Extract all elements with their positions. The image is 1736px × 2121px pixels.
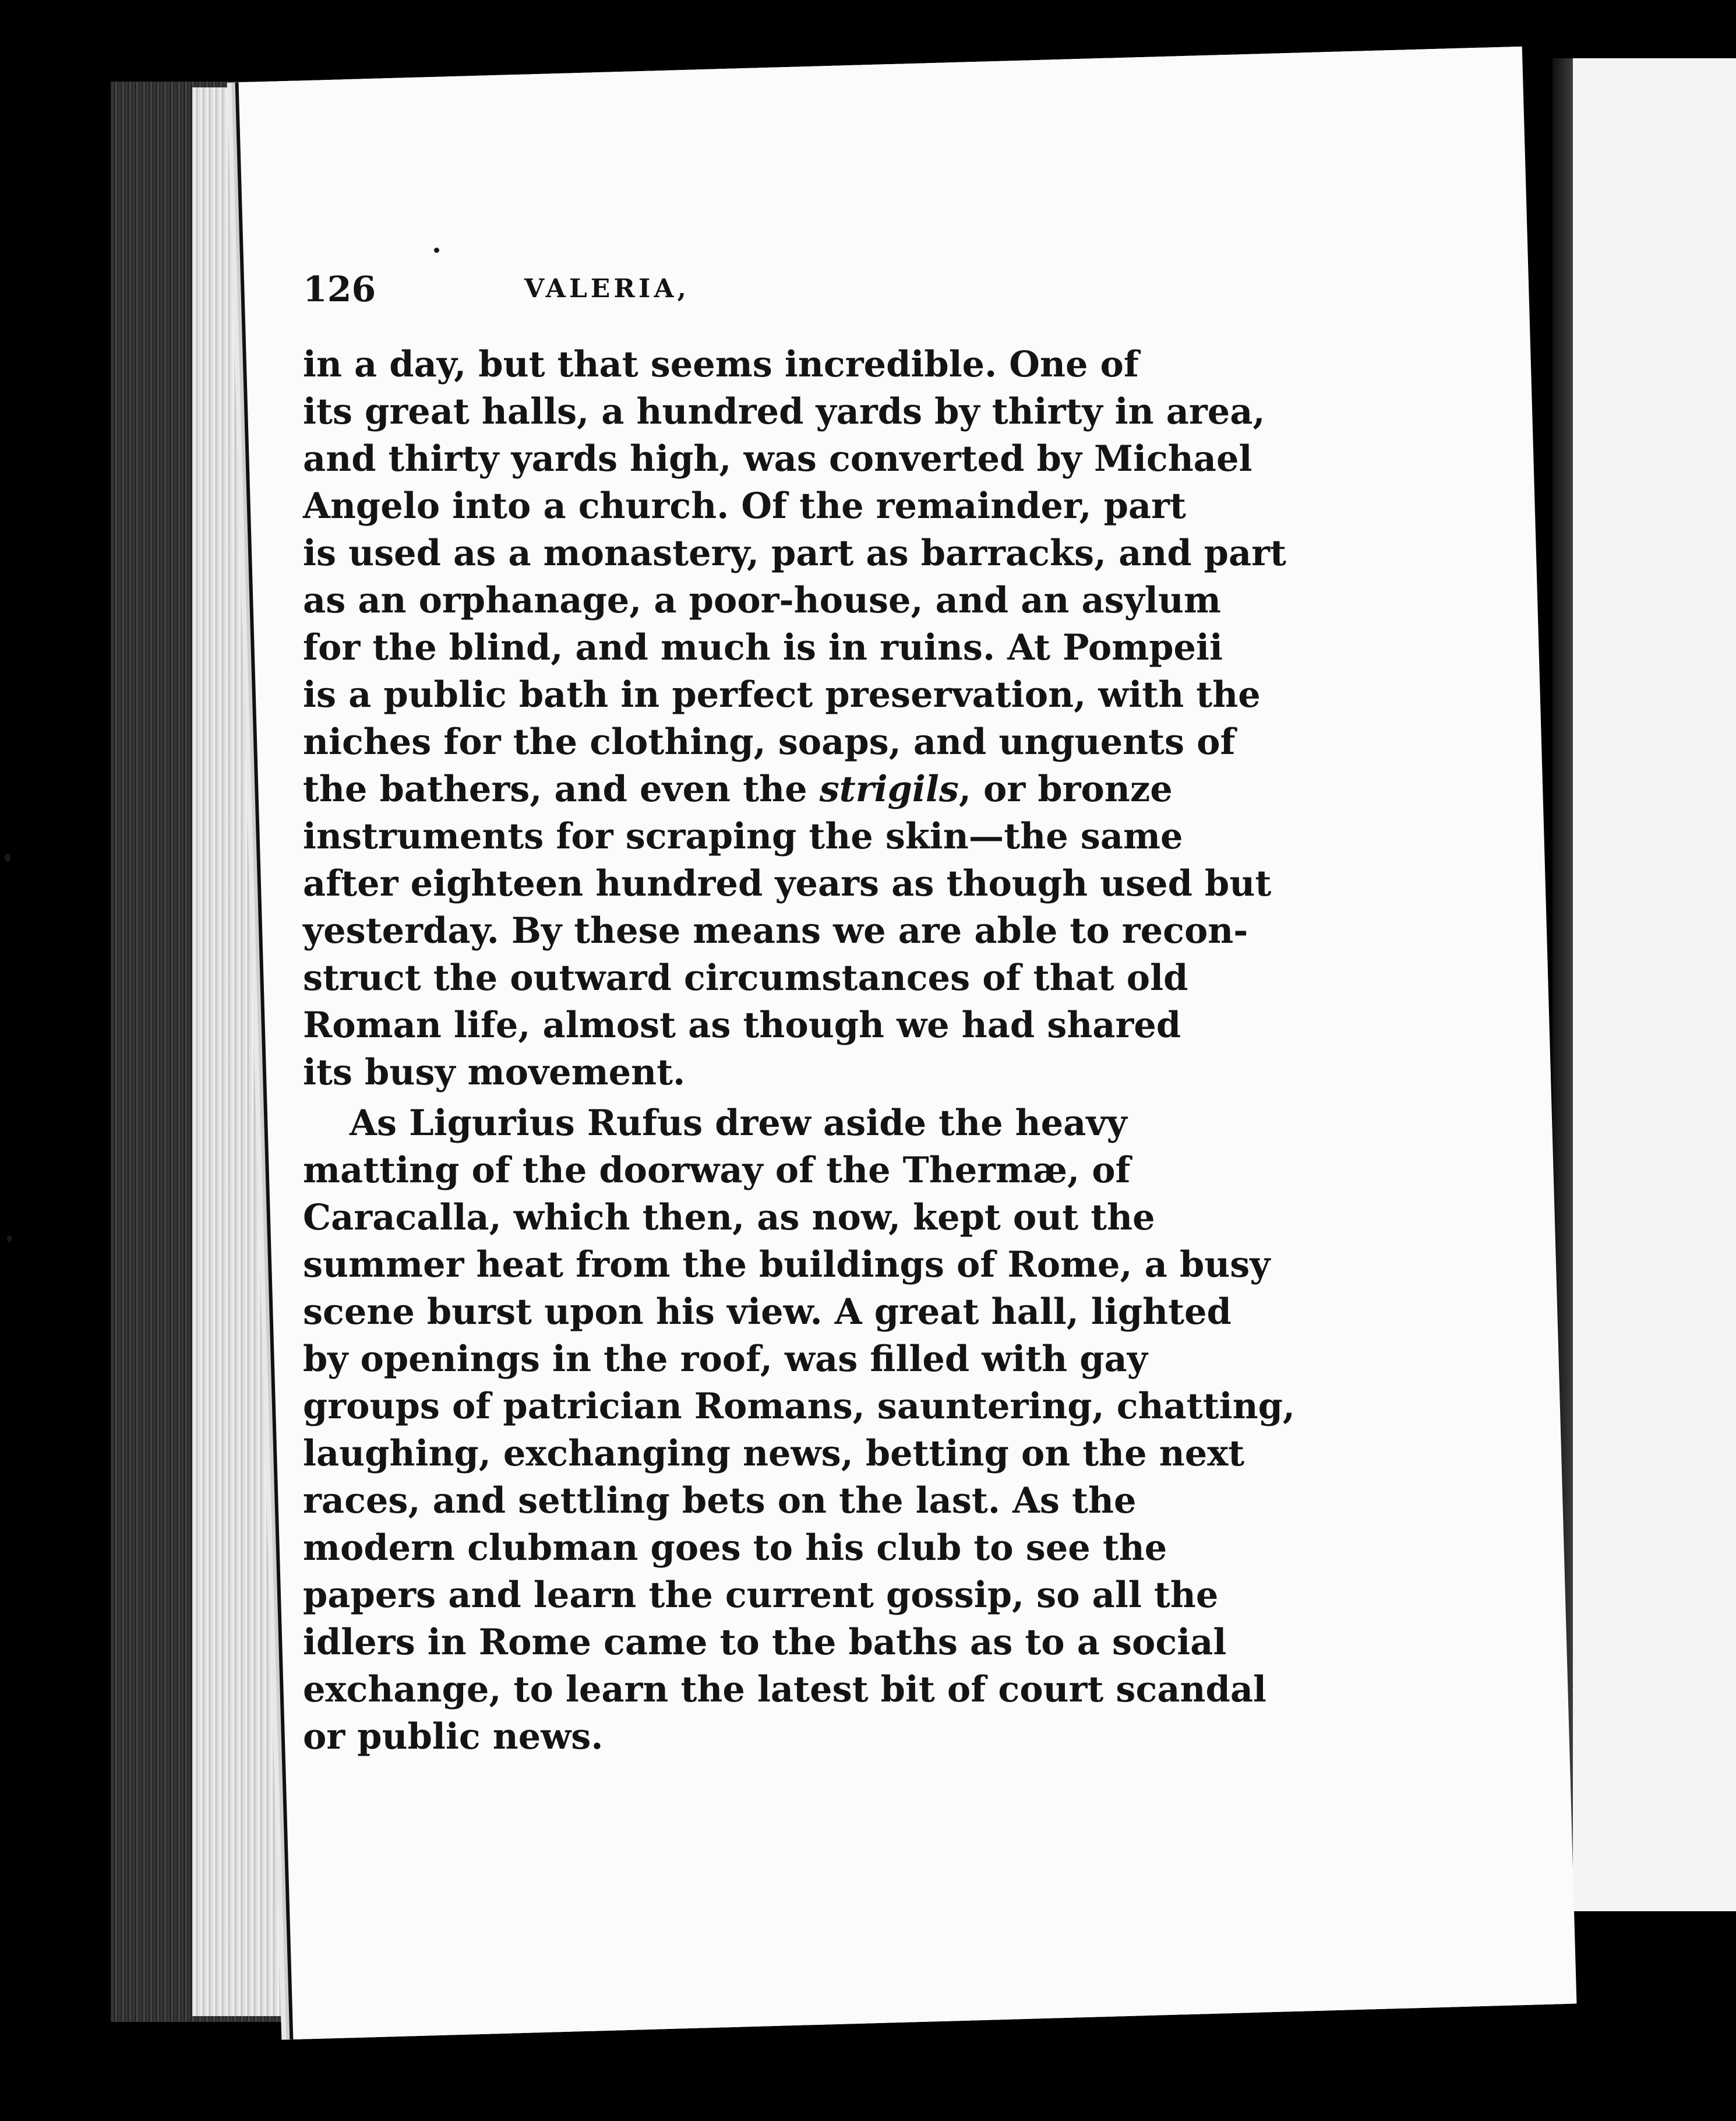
text-line: papers and learn the current gossip, so all the bbox=[303, 1574, 1219, 1616]
facing-page-edge bbox=[1573, 58, 1736, 1911]
text-line: niches for the clothing, soaps, and unguents of bbox=[303, 721, 1236, 763]
text-line: or public news. bbox=[303, 1716, 604, 1757]
dust-speck bbox=[7, 1235, 12, 1242]
body-text bbox=[303, 341, 1295, 1760]
page-header bbox=[303, 269, 839, 316]
text-line: exchange, to learn the latest bit of court scandal bbox=[303, 1669, 1267, 1710]
paragraph-1 bbox=[303, 341, 1287, 1096]
text-line: in a day, but that seems incredible. One of bbox=[303, 344, 1139, 385]
page-number: 126 bbox=[303, 269, 376, 310]
dust-speck bbox=[5, 854, 10, 862]
text-line: the bathers, and even the strigils, or bronze bbox=[303, 769, 1173, 810]
text-line: scene burst upon his view. A great hall, lighted bbox=[303, 1291, 1232, 1333]
paragraph-2 bbox=[303, 1100, 1295, 1760]
text-line: yesterday. By these means we are able to recon- bbox=[303, 910, 1248, 952]
italic-term: strigils bbox=[819, 769, 959, 810]
text-line: laughing, exchanging news, betting on the next bbox=[303, 1433, 1245, 1474]
text-line: for the blind, and much is in ruins. At Pompeii bbox=[303, 627, 1223, 668]
text-line: matting of the doorway of the Thermæ, of bbox=[303, 1150, 1131, 1191]
text-line: after eighteen hundred years as though used but bbox=[303, 863, 1272, 904]
text-line: Angelo into a church. Of the remainder, part bbox=[303, 485, 1186, 527]
text-line: its great halls, a hundred yards by thirty in area, bbox=[303, 391, 1265, 432]
running-head: VALERIA, bbox=[524, 274, 690, 304]
text-line: by openings in the roof, was filled with gay bbox=[303, 1338, 1148, 1380]
text-line: As Ligurius Rufus drew aside the heavy bbox=[350, 1102, 1127, 1144]
text-line: and thirty yards high, was converted by Michael bbox=[303, 438, 1252, 480]
text-line: races, and settling bets on the last. As the bbox=[303, 1480, 1137, 1521]
text-line: its busy movement. bbox=[303, 1052, 686, 1093]
text-line: as an orphanage, a poor-house, and an asylum bbox=[303, 580, 1221, 621]
text-line: Roman life, almost as though we had shared bbox=[303, 1005, 1181, 1046]
text-line: struct the outward circumstances of that old bbox=[303, 957, 1188, 999]
text-line: groups of patrician Romans, sauntering, chatting, bbox=[303, 1386, 1295, 1427]
dust-speck bbox=[434, 248, 439, 253]
text-line: summer heat from the buildings of Rome, a busy bbox=[303, 1244, 1271, 1285]
text-line: idlers in Rome came to the baths as to a social bbox=[303, 1622, 1227, 1663]
text-line: is a public bath in perfect preservation, with the bbox=[303, 674, 1261, 716]
text-line: instruments for scraping the skin—the same bbox=[303, 816, 1183, 857]
text-line: is used as a monastery, part as barracks, and part bbox=[303, 533, 1287, 574]
text-line: Caracalla, which then, as now, kept out the bbox=[303, 1197, 1155, 1238]
text-line: modern clubman goes to his club to see the bbox=[303, 1527, 1167, 1569]
